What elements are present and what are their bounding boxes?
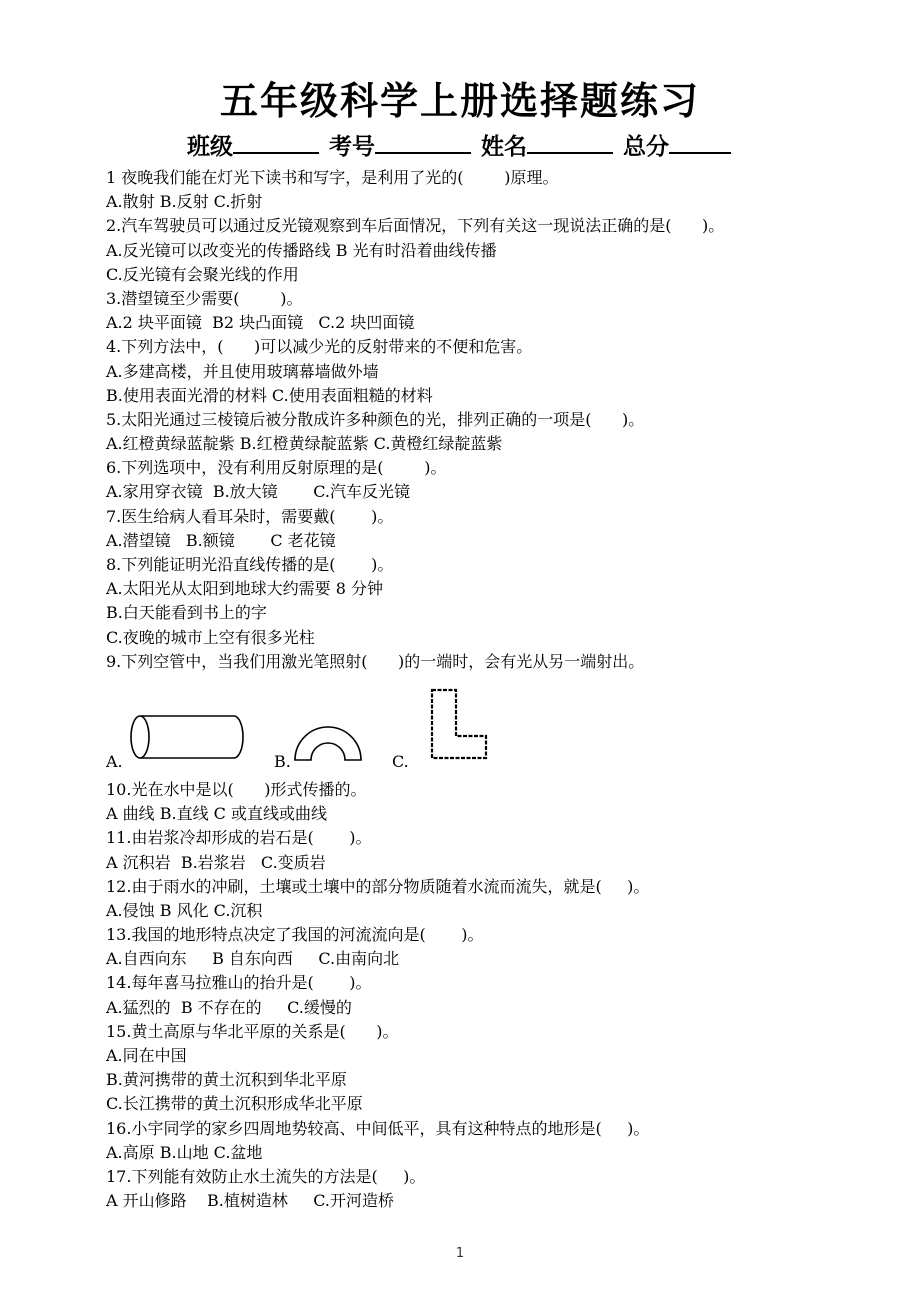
question-5: 5.太阳光通过三棱镜后被分散成许多种颜色的光，排列正确的一项是( )。 <box>106 409 645 429</box>
figure-b-label: B. <box>274 751 291 771</box>
options-8-b: B.白天能看到书上的字 <box>106 603 267 623</box>
figure-c-label: C. <box>392 751 409 771</box>
question-9-figures <box>106 674 896 778</box>
student-info-line <box>0 128 920 161</box>
straight-tube-icon <box>128 710 246 764</box>
score-label: 总分 <box>623 134 670 160</box>
options-4-bc: B.使用表面光滑的材料 C.使用表面粗糙的材料 <box>106 385 433 405</box>
class-label: 班级 <box>186 134 233 160</box>
number-label: 考号 <box>328 134 375 160</box>
question-2: 2.汽车驾驶员可以通过反光镜观察到车后面情况，下列有关这一现说法正确的是( )。 <box>106 216 725 236</box>
question-10: 10.光在水中是以( )形式传播的。 <box>106 779 367 799</box>
options-17: A 开山修路 B.植树造林 C.开河造桥 <box>106 1191 395 1211</box>
l-shaped-tube-icon <box>428 686 490 762</box>
class-blank <box>233 130 319 154</box>
figure-a-label: A. <box>106 751 123 771</box>
question-11: 11.由岩浆冷却形成的岩石是( )。 <box>106 828 372 848</box>
question-4: 4.下列方法中，( )可以减少光的反射带来的不便和危害。 <box>106 337 533 357</box>
options-15-b: B.黄河携带的黄土沉积到华北平原 <box>106 1070 347 1090</box>
question-8: 8.下列能证明光沿直线传播的是( )。 <box>106 555 394 574</box>
question-16: 16.小宇同学的家乡四周地势较高、中间低平，具有这种特点的地形是( )。 <box>106 1118 650 1138</box>
question-17: 17.下列能有效防止水土流失的方法是( )。 <box>106 1166 426 1186</box>
options-13: A.自西向东 B 自东向西 C.由南向北 <box>106 949 400 969</box>
question-14: 14.每年喜马拉雅山的抬升是( )。 <box>106 973 372 993</box>
options-2-c: C.反光镜有会聚光线的作用 <box>106 264 299 284</box>
question-12: 12.由于雨水的冲刷，土壤或土壤中的部分物质随着水流而流失，就是( )。 <box>106 876 650 896</box>
question-list <box>106 166 896 1213</box>
question-7: 7.医生给病人看耳朵时，需要戴( )。 <box>106 506 394 526</box>
options-10: A 曲线 B.直线 C 或直线或曲线 <box>106 804 327 824</box>
score-blank <box>669 130 731 154</box>
options-14: A.猛烈的 B 不存在的 C.缓慢的 <box>106 997 352 1017</box>
number-blank <box>375 130 471 154</box>
name-label: 姓名 <box>481 134 527 160</box>
options-11: A 沉积岩 B.岩浆岩 C.变质岩 <box>106 852 326 872</box>
page-title: 五年级科学上册选择题练习 <box>219 79 700 123</box>
options-8-a: A.太阳光从太阳到地球大约需要 8 分钟 <box>106 579 383 599</box>
options-15-c: C.长江携带的黄土沉积形成华北平原 <box>106 1094 363 1114</box>
options-6: A.家用穿衣镜 B.放大镜 C.汽车反光镜 <box>106 482 411 502</box>
options-4-a: A.多建高楼，并且使用玻璃幕墙做外墙 <box>106 361 379 381</box>
name-blank <box>527 130 613 154</box>
question-13: 13.我国的地形特点决定了我国的河流流向是( )。 <box>106 925 484 945</box>
page-number: 1 <box>455 1246 465 1261</box>
options-3: A.2 块平面镜 B2 块凸面镜 C.2 块凹面镜 <box>106 313 415 333</box>
options-12: A.侵蚀 B 风化 C.沉积 <box>106 900 263 920</box>
arch-tube-icon <box>292 710 364 762</box>
options-15-a: A.同在中国 <box>106 1046 187 1065</box>
question-3: 3.潜望镜至少需要( )。 <box>106 288 303 308</box>
options-1: A.散射 B.反射 C.折射 <box>106 192 263 212</box>
options-7: A.潜望镜 B.额镜 C 老花镜 <box>106 530 336 550</box>
question-9: 9.下列空管中，当我们用激光笔照射( )的一端时，会有光从另一端射出。 <box>106 651 645 671</box>
question-6: 6.下列选项中，没有利用反射原理的是( )。 <box>106 458 447 478</box>
options-5: A.红橙黄绿蓝靛紫 B.红橙黄绿靛蓝紫 C.黄橙红绿靛蓝紫 <box>106 434 503 454</box>
question-1: 1 夜晚我们能在灯光下读书和写字，是利用了光的( )原理。 <box>106 168 559 187</box>
question-15: 15.黄土高原与华北平原的关系是( )。 <box>106 1021 399 1041</box>
options-16: A.高原 B.山地 C.盆地 <box>106 1142 263 1162</box>
options-2-ab: A.反光镜可以改变光的传播路线 B 光有时沿着曲线传播 <box>106 240 497 260</box>
options-8-c: C.夜晚的城市上空有很多光柱 <box>106 627 315 647</box>
